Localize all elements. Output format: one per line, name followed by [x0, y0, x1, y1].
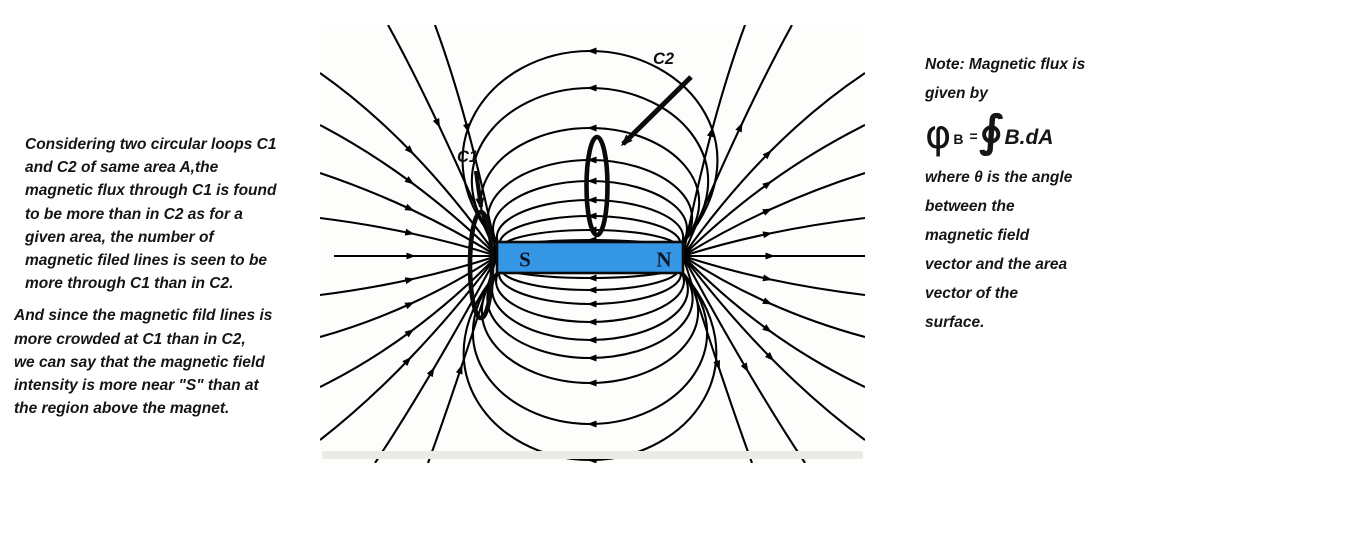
note-explanation-line: between the: [925, 198, 1015, 215]
left-p2-line: the region above the magnet.: [14, 400, 230, 418]
left-p1-line: Considering two circular loops C1: [25, 136, 277, 153]
field-diagram-svg: [320, 25, 865, 463]
left-p1-line: to be more than in C2 as for a: [25, 205, 243, 223]
left-p2-line: And since the magnetic fild lines is: [14, 307, 273, 325]
note-explanation-line: surface.: [925, 314, 985, 331]
note-explanation-line: vector and the area: [925, 256, 1068, 273]
c2-pointer-arrow: [623, 77, 691, 144]
c2-label: C2: [653, 50, 675, 68]
left-p2-line: we can say that the magnetic field: [14, 353, 265, 371]
left-explanation: [14, 133, 326, 420]
loop-c2: [587, 137, 608, 235]
note-intro-line: given by: [925, 85, 988, 102]
note-explanation-line: where θ is the angle: [925, 169, 1073, 186]
note-intro-line: Note: Magnetic flux is: [925, 56, 1086, 73]
left-paragraph-2: [14, 304, 326, 420]
left-p1-line: and C2 of same area A,the: [25, 159, 219, 177]
note-explanation-line: vector of the: [925, 285, 1019, 302]
scan-artifact-strip: [322, 451, 863, 459]
flux-formula: [925, 106, 1135, 159]
magnet-field-diagram: [320, 25, 865, 463]
left-p1-line: given area, the number of: [25, 228, 214, 246]
contour-integral-symbol: ∮: [978, 106, 1004, 157]
left-p1-line: magnetic filed lines is seen to be: [25, 252, 268, 270]
right-note: [925, 50, 1135, 337]
north-pole-label: N: [656, 247, 672, 272]
left-p2-line: intensity is more near "S" than at: [14, 377, 259, 395]
left-p1-line: more through C1 than in C2.: [25, 275, 234, 293]
left-paragraph-1: [14, 133, 326, 295]
c1-label: C1: [457, 148, 479, 166]
phi-symbol: φ: [925, 112, 952, 158]
integrand: B.dA: [1004, 126, 1054, 149]
phi-subscript: B: [953, 131, 964, 147]
left-p2-line: more crowded at C1 than in C2,: [14, 330, 246, 348]
note-explanation-line: magnetic field: [925, 227, 1030, 244]
left-p1-line: magnetic flux through C1 is found: [25, 182, 277, 200]
south-pole-label: S: [519, 247, 531, 272]
equals-sign: =: [969, 128, 978, 144]
